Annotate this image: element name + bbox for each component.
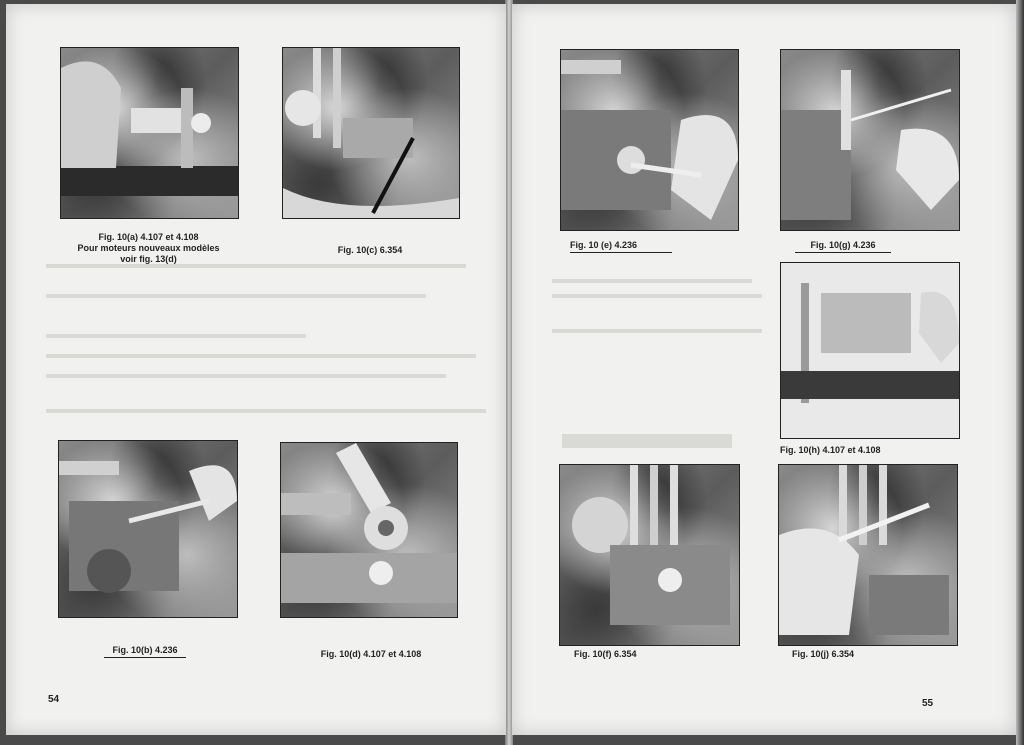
page-number: 54 <box>48 694 60 705</box>
book-edge <box>1016 0 1024 745</box>
figure-10c-photo <box>282 47 460 219</box>
bleed-through-line <box>46 294 426 298</box>
bleed-through-line <box>46 374 446 378</box>
right-page <box>512 4 1016 735</box>
figure-10f-photo <box>559 464 740 646</box>
bleed-through-line <box>552 279 752 283</box>
bleed-through-line <box>46 409 486 413</box>
figure-10j-photo <box>778 464 958 646</box>
figure-10d-photo <box>280 442 458 618</box>
caption-line: voir fig. 13(d) <box>120 254 177 264</box>
figure-10a-photo <box>60 47 239 219</box>
page-number: 55 <box>922 698 934 709</box>
figure-10h-caption: Fig. 10(h) 4.107 et 4.108 <box>780 445 881 455</box>
figure-10c-caption: Fig. 10(c) 6.354 <box>337 245 403 255</box>
bleed-through-line <box>46 354 476 358</box>
figure-10d-caption: Fig. 10(d) 4.107 et 4.108 <box>320 649 422 659</box>
bleed-through-line <box>46 334 306 338</box>
left-page <box>6 4 506 735</box>
figure-10g-photo <box>780 49 960 231</box>
figure-10e-caption: Fig. 10 (e) 4.236 <box>570 240 672 253</box>
figure-10b-caption: Fig. 10(b) 4.236 <box>104 645 186 658</box>
figure-10a-caption <box>60 232 237 265</box>
figure-10g-caption: Fig. 10(g) 4.236 <box>795 240 891 253</box>
bleed-through-line <box>552 294 762 298</box>
figure-10b-photo <box>58 440 238 618</box>
bleed-through-block <box>562 434 732 448</box>
caption-line: Fig. 10(a) 4.107 et 4.108 <box>98 232 199 242</box>
figure-10h-photo <box>780 262 960 439</box>
figure-10j-caption: Fig. 10(j) 6.354 <box>792 649 855 659</box>
bleed-through-line <box>552 329 762 333</box>
figure-10e-photo <box>560 49 739 231</box>
caption-line: Pour moteurs nouveaux modèles <box>77 243 220 253</box>
figure-10f-caption: Fig. 10(f) 6.354 <box>574 649 637 659</box>
